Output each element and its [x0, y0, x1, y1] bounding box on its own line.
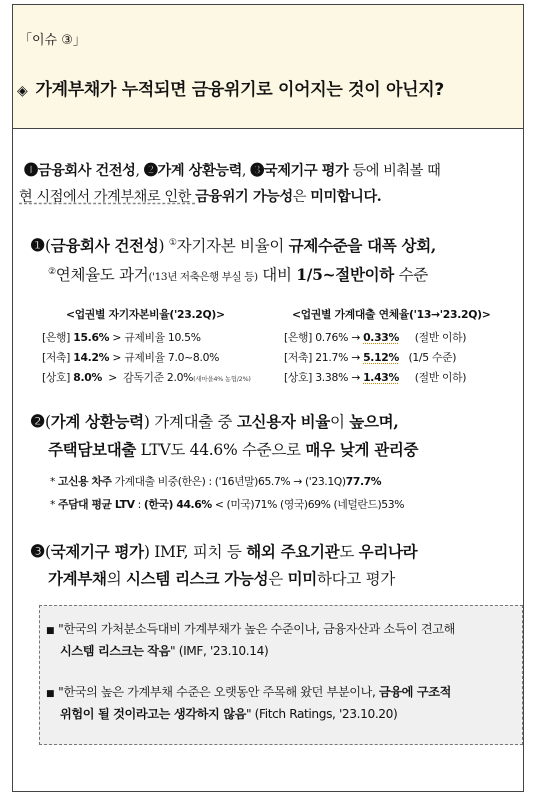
text: 주담대 평균 LTV [58, 498, 135, 511]
text: 미미 [287, 569, 317, 588]
section-2-bullet-1 [50, 474, 381, 489]
text: 은 [268, 570, 288, 588]
issue-question [17, 75, 444, 100]
section-3-line-1 [30, 540, 417, 562]
capital-ratio-row [42, 330, 201, 345]
text: 국제기구 평가 [50, 542, 144, 561]
text: 수준 [393, 266, 428, 284]
regulation-note: (새마을4% 농협/2%) [193, 375, 251, 383]
quote-emphasis: 시스템 리스크는 작음 [60, 644, 171, 658]
asterisk: * [50, 498, 55, 511]
sector-label: [저축] [42, 351, 71, 364]
issue-tag: 「이슈 ③」 [19, 33, 86, 48]
capital-ratio-row [42, 370, 251, 385]
section-3-line-2 [48, 567, 395, 589]
rate-to: 0.33% [363, 331, 400, 344]
regulation: 감독기준 2.0% [123, 371, 194, 384]
arrow-icon: → [351, 351, 360, 364]
text: 연체율도 과거 [55, 266, 149, 284]
intro-text: 현 시점에서 가계부채로 인한 [19, 189, 196, 205]
text: 금융회사 건전성 [50, 236, 159, 255]
ratio-value: 14.2% [73, 351, 110, 364]
asterisk: * [50, 475, 55, 488]
intro-text: 등에 비춰볼 때 [348, 163, 441, 179]
capital-ratio-title: <업권별 자기자본비율('23.2Q)> [66, 308, 225, 321]
intro-term: 국제기구 평가 [263, 163, 349, 179]
text: 고신용 차주 [58, 475, 112, 488]
text: ) [158, 237, 169, 255]
operator: > [112, 331, 122, 344]
rate-from: 21.7% [315, 351, 349, 364]
text: ( [44, 237, 51, 255]
text: 시스템 리스크 가능성 [126, 569, 269, 588]
text: 자기자본 비율이 [176, 237, 289, 255]
text: 고신용자 비율 [236, 412, 330, 431]
text: 이 [329, 413, 350, 431]
text: 가계대출 비중(한은) : ('16년말)65.7% → ('23.1Q) [111, 475, 346, 488]
rate-to: 1.43% [363, 371, 400, 384]
rate-to: 5.12% [363, 351, 400, 364]
sector-label: [상호] [284, 371, 313, 384]
issue-header-box [12, 4, 524, 138]
text: 1/5~절반이하 [296, 265, 394, 284]
intro-term: 금융회사 건전성 [37, 163, 136, 179]
text: ( [44, 543, 51, 561]
text: 가계 상환능력 [50, 412, 144, 431]
quote-2-line-1 [46, 683, 451, 700]
text: 높으며, [349, 412, 399, 431]
ratio-value: 15.6% [73, 331, 110, 344]
delinquency-row [284, 330, 466, 345]
text: 매우 낮게 관리중 [305, 440, 419, 459]
regulation: 규제비율 7.0~8.0% [124, 351, 220, 364]
sector-label: [상호] [42, 371, 71, 384]
quote-text: "한국의 가처분소득대비 가계부채가 높은 수준이나, 금융자산과 소득이 견고해 [58, 622, 456, 636]
rate-note: (절반 이하) [414, 331, 467, 344]
section-2-bullet-2 [50, 497, 404, 512]
delinquency-title: <업권별 가계대출 연체율('13→'23.2Q)> [292, 308, 491, 321]
regulation: 규제비율 10.5% [124, 331, 201, 344]
section-1-line-1 [30, 234, 436, 256]
quote-text: "한국의 높은 가계부채 수준은 오랫동안 주목해 왔던 부분이나, [58, 685, 379, 699]
intro-term: 금융위기 가능성 [195, 189, 293, 205]
square-bullet-icon: ■ [46, 626, 55, 636]
text: ) 가계대출 중 [143, 413, 237, 431]
delinquency-row [284, 370, 466, 385]
quote-2-line-2 [60, 705, 397, 722]
delinquency-row [284, 350, 456, 365]
text: 우리나라 [358, 542, 418, 561]
circled-number-icon: ❸ [30, 542, 45, 562]
intro-sep: , [241, 163, 251, 179]
ratio-value: 8.0% [73, 371, 102, 384]
operator: > [108, 371, 117, 384]
circled-number-icon: ❶ [24, 163, 38, 179]
sector-label: [은행] [284, 331, 313, 344]
circled-number-icon: ❸ [250, 163, 264, 179]
rate-from: 3.38% [315, 371, 349, 384]
diamond-bullet-icon: ◈ [17, 83, 28, 99]
sector-label: [저축] [284, 351, 313, 364]
operator: > [112, 351, 122, 364]
intro-line-1 [24, 160, 440, 180]
text: 대비 [257, 266, 297, 284]
superscript-marker: ① [168, 237, 177, 248]
superscript-marker: ② [48, 266, 56, 277]
text: 의 [106, 570, 127, 588]
quote-source: " (Fitch Ratings, '23.10.20) [245, 707, 398, 721]
text: 가계부채 [48, 569, 107, 588]
quote-emphasis: 금융에 구조적 [378, 685, 452, 699]
quote-emphasis: 위험이 될 것이라고는 생각하지 않음 [60, 707, 246, 721]
circled-number-icon: ❶ [30, 236, 45, 256]
text: (한국) 44.6% [143, 498, 212, 511]
text: 주택담보대출 [48, 440, 137, 459]
intro-term: 가계 상환능력 [157, 163, 242, 179]
capital-ratio-row [42, 350, 219, 365]
quote-1-line-1 [46, 620, 455, 637]
text: 도 [339, 543, 359, 561]
rate-from: 0.76% [315, 331, 349, 344]
text: 규제수준을 대폭 상회, [288, 236, 436, 255]
text: ('13년 저축은행 부실 등) [148, 271, 258, 283]
arrow-icon: → [351, 371, 360, 384]
square-bullet-icon: ■ [46, 689, 55, 699]
rate-note: (1/5 수준) [408, 351, 457, 364]
quote-1-line-2 [60, 642, 268, 659]
issue-question-text: 가계부채가 누적되면 금융위기로 이어지는 것이 아닌지? [35, 80, 444, 100]
text: 해외 주요기관 [246, 542, 340, 561]
intro-line-2 [19, 186, 381, 206]
intro-text: 은 [292, 189, 311, 205]
sector-label: [은행] [42, 331, 71, 344]
section-2-line-2 [48, 438, 418, 460]
arrow-icon: → [351, 331, 360, 344]
text: < (미국)71% (영국)69% (네덜란드)53% [211, 498, 405, 511]
text: LTV도 44.6% 수준으로 [136, 441, 306, 459]
rate-note: (절반 이하) [414, 371, 467, 384]
intro-sep: , [135, 163, 144, 179]
text: ) IMF, 피치 등 [143, 543, 247, 561]
section-1-line-2 [48, 263, 428, 285]
text: : [134, 498, 144, 511]
text: 하다고 평가 [316, 570, 395, 588]
quote-source: " (IMF, '23.10.14) [170, 644, 269, 658]
section-2-line-1 [30, 410, 398, 432]
text: ( [44, 413, 51, 431]
circled-number-icon: ❷ [30, 412, 45, 432]
intro-term: 미미합니다. [310, 189, 382, 205]
text: 77.7% [345, 475, 382, 488]
circled-number-icon: ❷ [143, 163, 158, 179]
